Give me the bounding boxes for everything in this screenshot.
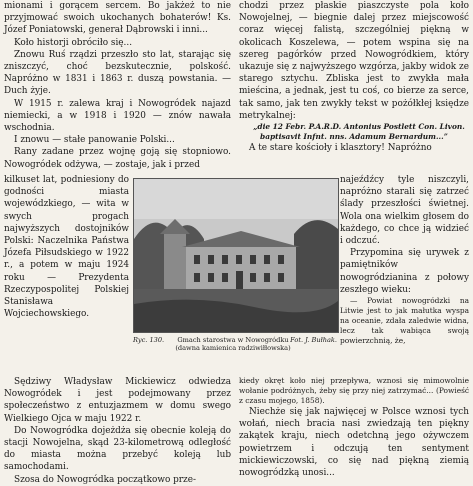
paragraph: I znowu — stałe panowanie Polski... bbox=[14, 135, 175, 146]
paragraph: najeźdźcy tyle niszczyli, napróżno starali się zatrzeć ślady przeszłości świetnej. Wola ona wielkim głosem do każdego, co chce ją widzieć i odczuć. bbox=[340, 175, 469, 247]
paragraph: Znowu Ruś rządzi przeszło sto lat, starając się zniszczyć, choć bezskutecznie, polskość. Napróżno w 1831 i 1863 r. duszą powstania. — Duch żyje. bbox=[4, 49, 231, 97]
paragraph: kilkuset lat, podniesiony do godności miasta wojewódzkiego, — wita w swych progach najwyższych dostojników Polski: Naczelnika Państwa Józefa Piłsudskiego w 1922 r., a potem w maju 1924 roku — Prezydenta Rzeczypospolitej Polskiej Stanisława Wojciechowskiego. bbox=[4, 175, 129, 320]
paragraph: Szosa do Nowogródka początkowo prze- bbox=[14, 474, 196, 485]
paragraph: A te stare kościoły i klasztory! Napróżno bbox=[249, 143, 432, 154]
left-column-bottom bbox=[4, 376, 231, 486]
memoir-quote: — Powiat nowogródzki na Litwie jest to jak małutka wyspa na oceanie, zdała zaledwie widna, lecz tak wabiąca swoją powierzchnią, że, bbox=[340, 296, 469, 346]
paragraph: Rany zadane przez wojnę goją się stopniowo. Nowogródek odżywa, — zostaje, jak i przed bbox=[4, 147, 231, 170]
paragraph: Sędziwy Władysław Mickiewicz odwiedza Nowogródek i jest podejmowany przez społeczeństwo z entuzjazmem w domu swego Wielkiego Ojca w maju 1922 r. bbox=[4, 377, 231, 424]
register-quote: „die 12 Febr. P.A.R.D. Antonius Postlett Con. Livon. baptisavit Infnt. nns. Adamum Bernardum...” bbox=[253, 122, 465, 142]
building-illustration bbox=[134, 179, 338, 332]
paragraph: chodzi przez płaskie piaszczyste pola koło Nowojelnej, — biegnie dalej przez miejscowość coraz więcej falistą, szczególniej piękną w okolicach Koszelewa, — potem wspina się na szereg pagórków przed Nowogródkiem, który ukazuje się z najwyższego wzgórza, jakby widok ze starego sztychu. Zbliska jest to zwykła mała mieścina, a jednak, jest tu coś, co bierze za serce, tak samo, jak ten zwykły tekst w pożółkłej księdze metrykalnej: bbox=[239, 1, 469, 121]
figure-number: Ryc. 130. bbox=[133, 336, 165, 344]
paragraph: Niechże się jak najwięcej w Polsce wznosi tych wołań, niech bracia nasi zwiedzają ten piękny zakątek kraju, niech odetchną jego ożywczem powietrzem i odczują ten sentyment mickiewiczowski, co się nad piękną ziemią nowogródzką unosi... bbox=[239, 407, 469, 479]
paragraph: Przypomina się urywek z pamiętników nowogródzianina z połowy zeszłego wieku: bbox=[340, 248, 469, 295]
right-column-bottom bbox=[239, 376, 469, 479]
memoir-quote-end: kiedy okręt koło niej przepływa, wznosi się mimowolnie wołanie podróżnych, żeby się przy niej zatrzymać... (Powieść z czasu mojego, 1858). bbox=[239, 376, 469, 405]
paragraph: Koło historji obróciło się... bbox=[14, 37, 133, 48]
building-photo bbox=[133, 178, 339, 333]
paragraph: mionami i gorącem sercem. Bo jakżeż to nie przyjmować swoich ukochanych bohaterów! Ks. Józef Poniatowski, generał Dąbrowski i inni... bbox=[4, 1, 231, 36]
paragraph: Do Nowogródka dojeżdża się obecnie koleją do stacji Nowojelna, skąd 23-kilometrową odległość do miasta można przebyć koleją lub samochodami. bbox=[4, 425, 231, 473]
right-column-middle bbox=[340, 174, 469, 346]
photo-credit: Fot. J. Bułhak. bbox=[290, 336, 337, 344]
figure bbox=[133, 178, 337, 366]
figure-caption: Gmach starostwa w Nowogródku (dawna kamienica radziwiłłowska) bbox=[175, 336, 291, 352]
paragraph: W 1915 r. zalewa kraj i Nowogródek najazd niemiecki, a w 1918 i 1920 — znów nawała wschodnia. bbox=[4, 98, 231, 134]
left-column-middle bbox=[4, 174, 129, 320]
right-column-top bbox=[239, 0, 469, 154]
left-column-top bbox=[4, 0, 231, 171]
